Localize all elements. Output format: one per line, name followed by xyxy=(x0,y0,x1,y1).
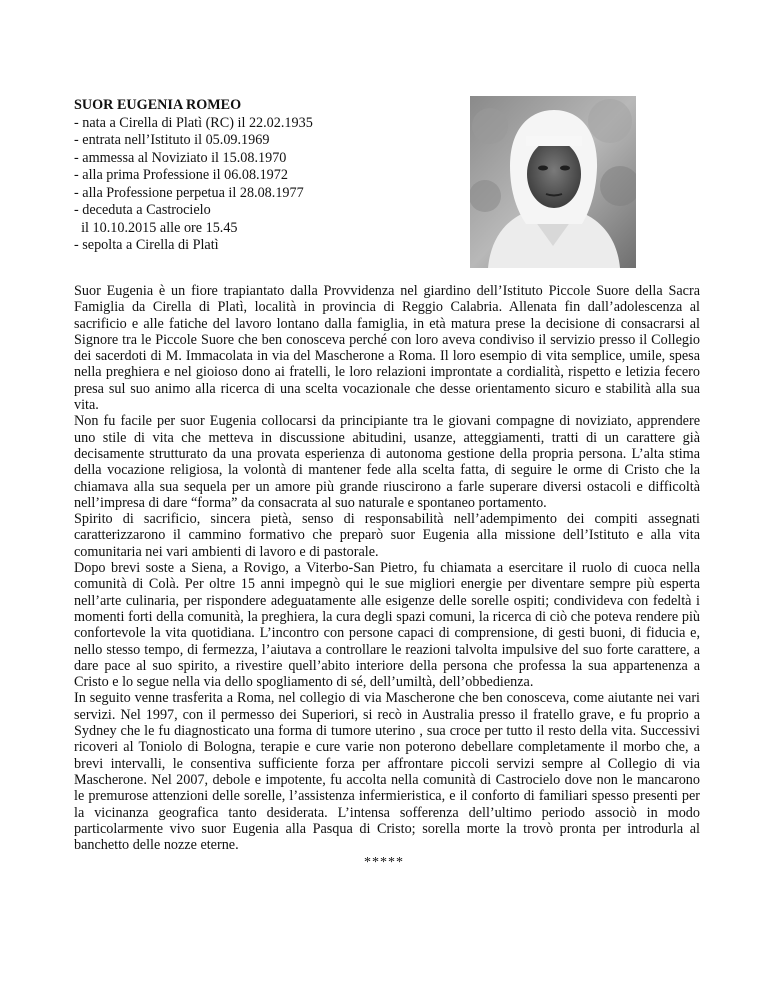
portrait-photo xyxy=(470,96,636,268)
paragraph: Dopo brevi soste a Siena, a Rovigo, a Viterbo-San Pietro, fu chiamata a esercitare il ruolo di cuoca nella comunità di Colà. Per oltre 15 anni impegnò qui le sue migliori energie per diventare sempre più esperta nell’arte culinaria, per rispondere adeguatamente alle esigenze delle sorelle ospiti; condivideva con fedeltà i momenti forti della comunità, la preghiera, la cura degli spazi comuni, la ricerca di ciò che poteva rendere più confortevole la vita quotidiana. L’incontro con persone capaci di comprensione, di gesti buoni, di fiducia e, nello stesso tempo, di fermezza, l’aiutava a controllare le reazioni talvolta impulsive del suo forte carattere, a dare pace al suo spirito, a rivestire quell’abito interiore della persona che professa la sua appartenenza a Cristo e lo segue nella via dello spogliamento di sé, dell’umiltà, dell’obbedienza. xyxy=(74,560,700,691)
biography-text xyxy=(74,283,700,853)
page-title: SUOR EUGENIA ROMEO xyxy=(74,97,242,113)
paragraph: Spirito di sacrificio, sincera pietà, senso di responsabilità nell’adempimento dei compiti assegnati caratterizzarono il cammino formativo che preparò suor Eugenia alla missione dell’Istituto e alla vita comunitaria nei vari ambienti di lavoro e di pastorale. xyxy=(74,511,700,560)
header-block xyxy=(74,97,374,255)
info-line-perpetual-profession: - alla Professione perpetua il 28.08.1977 xyxy=(74,184,304,201)
paragraph: Non fu facile per suor Eugenia collocarsi da principiante tra le giovani compagne di noviziato, apprendere uno stile di vita che metteva in discussione abitudini, usanze, atteggiamenti, tratti di un carattere già decisamente strutturato da una provata esperienza di autonoma gestione della propria persona. L’alta stima della vocazione religiosa, la volontà di mantener fede alla scelta fatta, di seguire le orme di Cristo che la chiamava alla sua sequela per un amore più grande riuscirono a farle superare diversi ostacoli e difficoltà nell’impresa di dare “forma” da consacrata al suo naturale e spontaneo portamento. xyxy=(74,413,700,511)
info-line-entry: - entrata nell’Istituto il 05.09.1969 xyxy=(74,132,270,148)
info-line-birth: - nata a Cirella di Platì (RC) il 22.02.1935 xyxy=(74,114,313,131)
info-line-death-date: il 10.10.2015 alle ore 15.45 xyxy=(74,219,238,236)
info-line-first-profession: - alla prima Professione il 06.08.1972 xyxy=(74,167,288,183)
closing-separator: ***** xyxy=(364,855,404,870)
portrait-image xyxy=(470,96,636,268)
paragraph: In seguito venne trasferita a Roma, nel collegio di via Mascherone che ben conosceva, come aiutante nei vari servizi. Nel 1997, con il permesso dei Superiori, si recò in Australia presso il fratello grave, e fu proprio a Sydney che le fu diagnosticato una forma di tumore uterino , sua croce per tutto il resto della vita. Successivi ricoveri al Toniolo di Bologna, terapie e cure varie non poterono debellare completamente il morbo che, a brevi intervalli, le consentiva sufficiente forza per affrontare piccoli servizi sempre al Collegio di via Mascherone. Nel 2007, debole e impotente, fu accolta nella comunità di Castrocielo dove non le mancarono le premurose attenzioni delle sorelle, l’assistenza infermieristica, e il conforto di familiari spesso presenti per la vicinanza geografica tanto desiderata. L’intensa sofferenza dell’ultimo periodo associò in modo particolarmente vivo suor Eugenia alla Pasqua di Cristo; sorella morte la trovò pronta per introdurla al banchetto delle nozze eterne. xyxy=(74,690,700,854)
info-line-burial: - sepolta a Cirella di Platì xyxy=(74,237,219,253)
info-line-novitiate: - ammessa al Noviziato il 15.08.1970 xyxy=(74,149,287,166)
paragraph: Suor Eugenia è un fiore trapiantato dalla Provvidenza nel giardino dell’Istituto Piccole Suore della Sacra Famiglia da Cirella di Platì, località in provincia di Reggio Calabria. Allenata fin dall’adolescenza al sacrificio e alle fatiche del lavoro lontano dalla famiglia, in età matura prese la decisione di consacrarsi al Signore tra le Piccole Suore che ben conosceva perché con loro aveva condiviso il servizio presso il Collegio dei sacerdoti di M. Immacolata in via del Mascherone a Roma. Il loro esempio di vita semplice, umile, spesa nella preghiera e nel gioioso dono ai fratelli, le loro relazioni improntate a cordialità, rispetto e letizia fecero presa sul suo animo alla ricerca di una scelta vocazionale che desse orientamento sicuro e stabilità alla sua vita. xyxy=(74,283,700,414)
info-line-death-place: - deceduta a Castrocielo xyxy=(74,202,211,218)
